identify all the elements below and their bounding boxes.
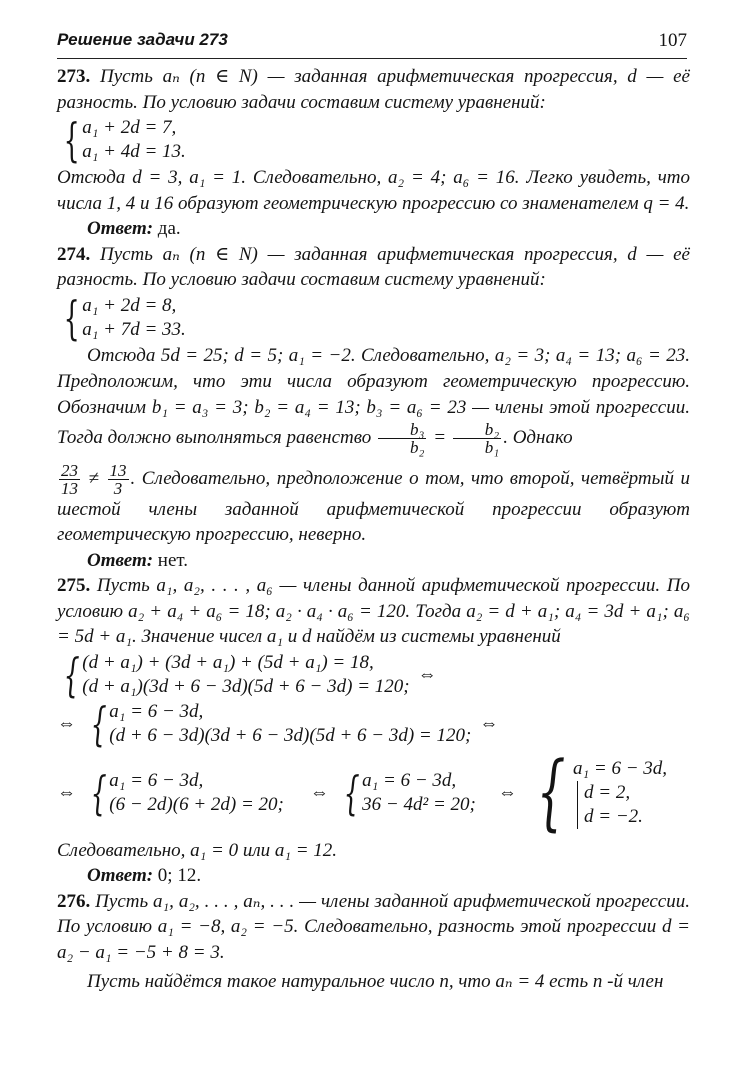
problem-273-solution: Отсюда d = 3, a₁ = 1. Следовательно, a₂ = 4; a₆ = 16. Легко увидеть, что числа 1, 4 и 16 образуют геометрическую прогрессию со знаменателем q = 4. [57, 167, 690, 214]
equation: (d + 6 − 3d)(3d + 6 − 3d)(5d + 6 − 3d) = 120; [109, 724, 472, 746]
equivalence-sign: ⇔ [417, 663, 437, 685]
fraction [108, 462, 129, 497]
page-number: 107 [658, 30, 687, 51]
problem-number: 273. [57, 66, 91, 87]
intro-text: Пусть a₁, a₂, . . . , aₙ, . . . — члены заданной арифметической прогрессии. По условию a₁ = −8, a₂ = −5. Следовательно, разность этой прогрессии d = a₂ − a₁ = −5 + 8 = 3. [57, 890, 690, 963]
equation: (d + a₁) + (3d + a₁) + (5d + a₁) = 18, [82, 651, 374, 673]
fraction [453, 421, 501, 456]
problem-275-conclusion: Следовательно, a₁ = 0 или a₁ = 12. [57, 839, 338, 861]
numerator: b₂ [453, 421, 501, 439]
problem-276-intro [57, 889, 690, 966]
problem-274-solution [57, 343, 690, 456]
solution-set [577, 781, 667, 829]
answer-label: Ответ: [87, 218, 154, 239]
equation: (6 − 2d)(6 + 2d) = 20; [109, 793, 284, 815]
numerator: b₃ [378, 421, 426, 439]
answer-label: Ответ: [87, 549, 154, 571]
equivalence-sign: ⇔ [479, 712, 499, 734]
equation: a₁ + 2d = 7, [82, 117, 177, 138]
equivalence-sign: ⇔ [57, 712, 76, 734]
running-head: Решение задачи 273 [57, 30, 228, 49]
problem-275-systems-row [57, 744, 690, 840]
option: d = −2. [584, 805, 643, 827]
equation: a₁ = 6 − 3d, [362, 769, 457, 791]
brace: { [536, 744, 566, 840]
solution-text: . Однако [503, 426, 573, 448]
equivalence-sign: ⇔ [309, 781, 329, 803]
problem-273-answer [87, 216, 690, 242]
header-rule [57, 58, 687, 59]
not-equal-sign: ≠ [88, 467, 99, 489]
problem-273-system [57, 113, 690, 167]
equation: (d + a₁)(3d + 6 − 3d)(5d + 6 − 3d) = 120; [82, 675, 410, 697]
fraction [59, 462, 80, 497]
problem-274-system [57, 290, 690, 345]
answer-value: да. [157, 218, 181, 239]
brace: { [63, 647, 80, 702]
answer-value: нет. [157, 549, 189, 571]
problem-274-conclusion [57, 462, 690, 548]
brace: { [63, 113, 80, 167]
equation: a₁ + 4d = 13. [82, 141, 186, 162]
denominator: b₂ [410, 437, 425, 457]
equation: 36 − 4d² = 20; [362, 793, 476, 815]
problem-274-intro [57, 242, 690, 293]
equation: a₁ = 6 − 3d, [109, 700, 204, 722]
problem-number: 276. [57, 890, 91, 912]
brace: { [90, 765, 107, 820]
answer-value: 0; 12. [157, 865, 202, 886]
equivalence-sign: ⇔ [497, 781, 517, 803]
equation: a₁ + 7d = 33. [82, 318, 186, 340]
problem-275-system-2 [57, 696, 690, 751]
equals-sign: = [433, 426, 447, 448]
problem-275-answer [87, 863, 690, 889]
option: d = 2, [584, 781, 631, 803]
brace: { [63, 290, 80, 345]
answer-label: Ответ: [87, 865, 154, 886]
intro-text: Пусть aₙ (n ∈ N) — заданная арифметическая прогрессия, d — её разность. По условию задачи составим систему уравнений: [57, 243, 690, 290]
intro-text: Пусть aₙ (n ∈ N) — заданная арифметическая прогрессия, d — её разность. По условию задачи составим систему уравнений: [57, 66, 690, 113]
brace: { [343, 765, 360, 820]
equation: a₁ = 6 − 3d, [573, 757, 668, 779]
solution-text: . Следовательно, предположение о том, что второй, четвёртый и шестой члены заданной арифметической прогрессии образуют геометрическую прогрессию, неверно. [57, 467, 691, 545]
problem-276-last-line: Пусть найдётся такое натуральное число n, что aₙ = 4 есть n -й член [87, 971, 664, 992]
page-content [57, 64, 690, 995]
fraction [378, 421, 426, 456]
solution-text: Отсюда 5d = 25; d = 5; a₁ = −2. Следовательно, a₂ = 3; a₄ = 13; a₆ = 23. Предположим, что эти числа образуют геометрическую прогрессию. Обозначим b₁ = a₃ = 3; b₂ = a₄ = 13; b₃ = a₆ = 23 — члены этой прогрессии. Тогда должно выполняться равенство [57, 344, 690, 448]
denominator: b₁ [484, 437, 500, 457]
problem-275-intro [57, 573, 690, 650]
problem-274-answer [87, 548, 690, 574]
numerator: 23 [61, 460, 78, 480]
equation: a₁ = 6 − 3d, [109, 769, 204, 791]
problem-number: 274. [57, 243, 91, 265]
problem-275-system-1 [57, 647, 690, 702]
equivalence-sign: ⇔ [57, 781, 76, 803]
problem-273-intro [57, 64, 690, 115]
problem-number: 275. [57, 575, 91, 596]
denominator: 13 [61, 478, 78, 498]
numerator: 13 [109, 460, 127, 480]
brace: { [90, 696, 107, 751]
intro-text: Пусть a₁, a₂, . . . , a₆ — члены данной арифметической прогрессии. По условию a₂ + a₄ + a₆ = 18; a₂ · a₄ · a₆ = 120. Тогда a₂ = d + a₁; a₄ = 3d + a₁; a₆ = 5d + a₁. Значение чисел a₁ и d найдём из системы уравнений [57, 575, 691, 647]
equation: a₁ + 2d = 8, [82, 294, 177, 316]
denominator: 3 [113, 478, 123, 498]
